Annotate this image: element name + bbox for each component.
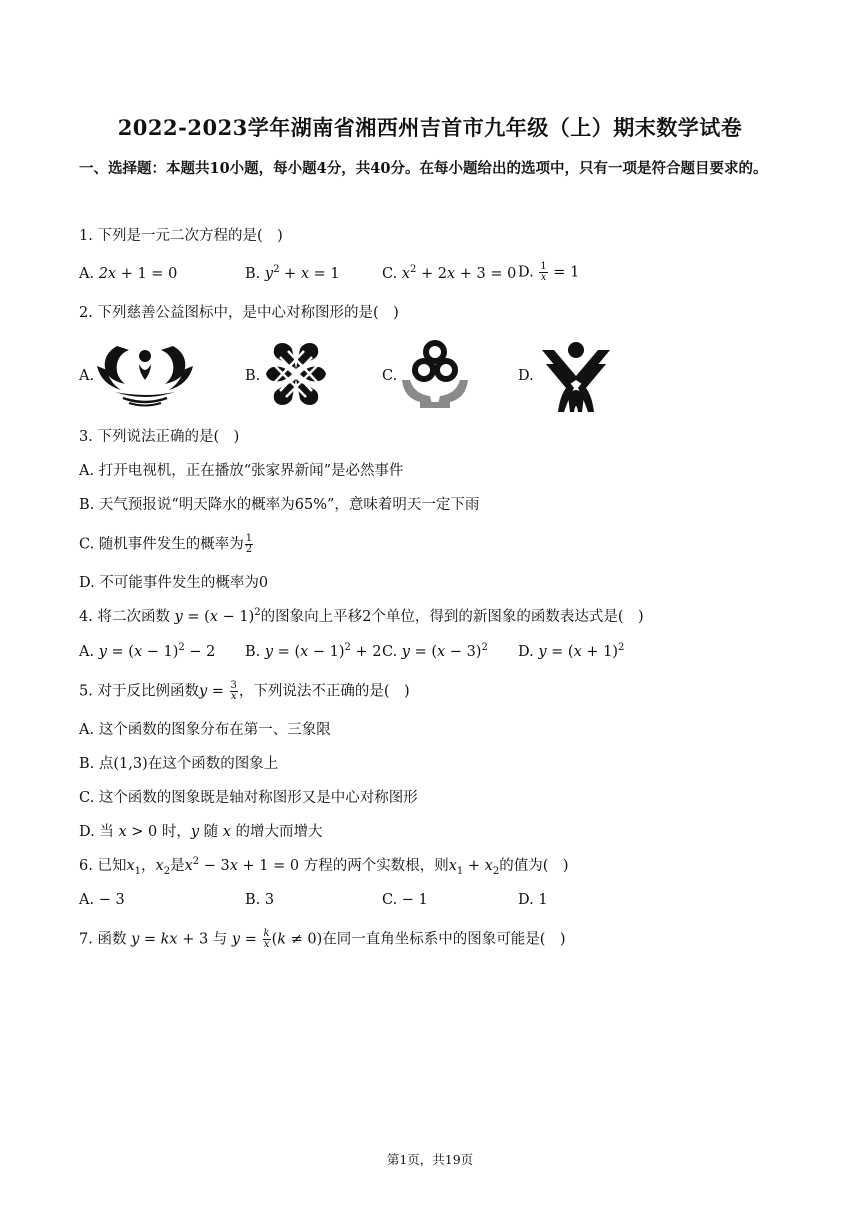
q2-option-b-label: B.: [245, 368, 261, 384]
section-heading: 一、选择题：本题共10小题，每小题4分，共40分。在每小题给出的选项中，只有一项是符合题目要求的。: [79, 160, 768, 177]
q1-option-d-label: D.: [518, 264, 534, 281]
question-3-stem: 3. 下列说法正确的是( ): [79, 429, 240, 445]
q3-option-c-text: C. 随机事件发生的概率为: [79, 536, 244, 553]
q5-option-a: A. 这个函数的图象分布在第一、三象限: [79, 722, 331, 738]
question-2-stem: 2. 下列慈善公益图标中，是中心对称图形的是( ): [79, 305, 399, 321]
q2-option-a-label: A.: [79, 368, 95, 384]
question-7-stem: 7. 函数 y = kx + 3 与 y = $\frac{k}{x}$ (k ≠ 0)在同一直角坐标系中的图象可能是( ): [79, 928, 566, 950]
q6-option-b: B. 3: [245, 892, 275, 908]
hands-holding-hearts-logo: [400, 336, 470, 410]
q3-option-a: A. 打开电视机，正在播放“张家界新闻”是必然事件: [79, 463, 404, 479]
q3-option-d: D. 不可能事件发生的概率为0: [79, 575, 269, 591]
q1-option-c: C. $x^2 + 2x + 3 = 0$: [382, 264, 517, 282]
question-1-stem: 1. 下列是一元二次方程的是( ): [79, 228, 283, 244]
q5-option-c: C. 这个函数的图象既是轴对称图形又是中心对称图形: [79, 790, 418, 806]
q5-stem-post: ，下列说法不正确的是( ): [238, 683, 410, 700]
q6-option-c: C. − 1: [382, 892, 428, 908]
q5-option-d-post: 的增大而增大: [235, 824, 323, 840]
q7-stem-post: 在同一直角坐标系中的图象可能是( ): [322, 931, 566, 948]
q6-stem-pre: 6. 已知: [79, 858, 127, 874]
q5-option-d: D. 当 x > 0 时，y 随 x 的增大而增大: [79, 824, 323, 840]
four-heart-clover-logo: [262, 339, 330, 409]
q7-stem-mid: 与: [212, 931, 228, 948]
q4-stem-post: 的图象向上平移2个单位，得到的新图象的函数表达式是( ): [260, 609, 644, 625]
q1-option-d: D. $\frac{1}{x}$ = 1: [518, 261, 580, 283]
q1-option-b-label: B.: [245, 266, 261, 282]
q5-option-d-mid2: 随: [203, 824, 219, 840]
q6-stem-mid: ，: [141, 858, 156, 874]
q5-stem-pre: 5. 对于反比例函数: [79, 683, 199, 700]
q4-option-c: C. $y = (x - 3)^2$: [382, 642, 488, 660]
q7-stem-pre: 7. 函数: [79, 931, 127, 948]
q6-option-a: A. − 3: [79, 892, 125, 908]
q5-option-d-mid: 时，: [161, 824, 191, 840]
question-5-stem: 5. 对于反比例函数y = $\frac{3}{x}$ ，下列说法不正确的是( ): [79, 680, 410, 702]
q3-option-c: C. 随机事件发生的概率为 $\frac{1}{2}$: [79, 533, 253, 555]
q6-option-d: D. 1: [518, 892, 548, 908]
q1-option-a: A. 2x + 1 = 0: [79, 266, 178, 282]
q4-option-d: D. $y = (x + 1)^2$: [518, 642, 625, 660]
q2-option-d-label: D.: [518, 368, 534, 384]
question-6-stem: 6. 已知$x_1$，$x_2$是$x^2 - 3x + 1 = 0$ 方程的两个实数根，则$x_1 + x_2$的值为( ): [79, 856, 569, 877]
q4-stem-pre: 4. 将二次函数: [79, 609, 170, 625]
q6-stem-mid2: 是: [170, 858, 185, 874]
q6-stem-mid3: 方程的两个实数根，则: [303, 858, 449, 874]
q4-option-b: B. $y = (x - 1)^2 + 2$: [245, 642, 382, 660]
q5-option-d-pre: D. 当: [79, 824, 114, 840]
q3-option-b: B. 天气预报说“明天降水的概率为65%”，意味着明天一定下雨: [79, 497, 480, 513]
q6-stem-post: 的值为( ): [499, 858, 569, 874]
q1-option-b: B. $y^2 + x = 1$: [245, 264, 340, 282]
lotus-charity-logo: [95, 340, 195, 408]
q1-option-a-label: A.: [79, 266, 95, 282]
q5-option-b: B. 点(1,3)在这个函数的图象上: [79, 756, 279, 772]
raised-arms-people-logo: [538, 340, 614, 412]
q2-option-c-label: C.: [382, 368, 398, 384]
question-4-stem: 4. 将二次函数 $y = (x - 1)^2$的图象向上平移2个单位，得到的新图象的函数表达式是( ): [79, 607, 644, 625]
page-title: 2022-2023学年湖南省湘西州吉首市九年级（上）期末数学试卷: [117, 115, 743, 140]
page-footer: 第1页，共19页: [386, 1152, 474, 1167]
q4-option-a: A. $y = (x - 1)^2 - 2$: [79, 642, 216, 660]
q1-option-c-label: C.: [382, 266, 398, 282]
